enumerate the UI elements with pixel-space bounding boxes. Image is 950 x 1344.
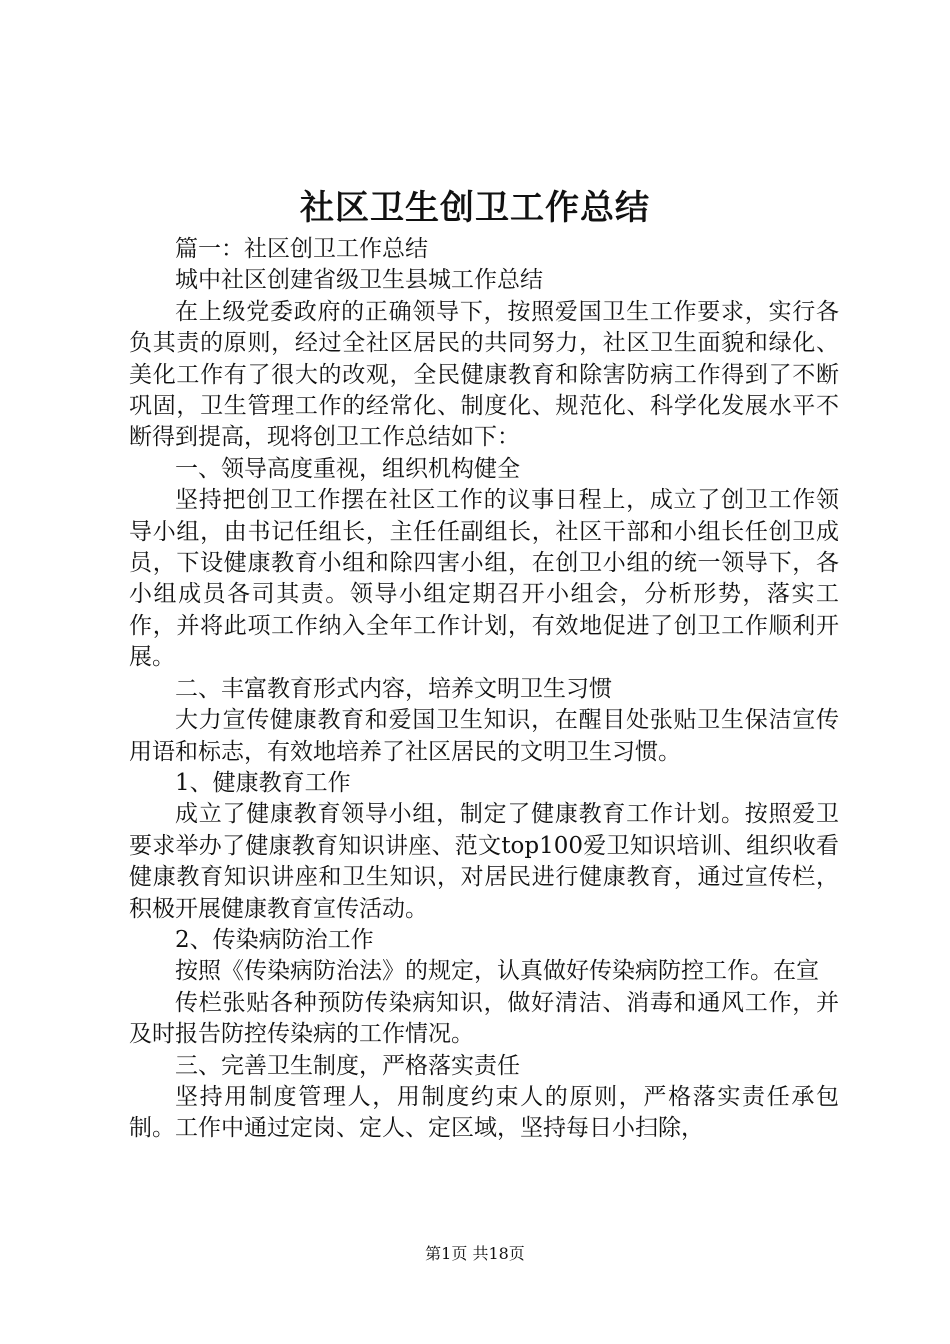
- paragraph-1: 篇一：社区创卫工作总结: [175, 236, 428, 262]
- section-heading-1: 一、领导高度重视，组织机构健全: [175, 455, 520, 482]
- document-body: [129, 234, 839, 1145]
- subsection-heading-1: 1、健康教育工作: [175, 769, 351, 796]
- paragraph-6: 成立了健康教育领导小组，制定了健康教育工作计划。按照爱卫要求举办了健康教育知识讲座、范文top100爱卫知识培训、组织收看健康教育知识讲座和卫生知识，对居民进行健康教育，通过宣传栏，积极开展健康教育宣传活动。: [129, 801, 839, 922]
- section-heading-3: 三、完善卫生制度，严格落实责任: [175, 1052, 520, 1079]
- subsection-heading-2: 2、传染病防治工作: [175, 926, 374, 953]
- document-title: 社区卫生创卫工作总结: [300, 188, 650, 228]
- paragraph-2: 城中社区创建省级卫生县城工作总结: [175, 267, 543, 294]
- paragraph-9: 坚持用制度管理人，用制度约束人的原则，严格落实责任承包制。工作中通过定岗、定人、定区域，坚持每日小扫除，: [129, 1083, 839, 1142]
- paragraph-8: 传栏张贴各种预防传染病知识，做好清洁、消毒和通风工作，并及时报告防控传染病的工作情况。: [129, 989, 839, 1048]
- page-number-footer: 第1页 共18页: [425, 1244, 525, 1263]
- paragraph-7: 按照《传染病防治法》的规定，认真做好传染病防控工作。在宣: [175, 958, 819, 985]
- paragraph-4: 坚持把创卫工作摆在社区工作的议事日程上，成立了创卫工作领导小组，由书记任组长，主任任副组长，社区干部和小组长任创卫成员，下设健康教育小组和除四害小组，在创卫小组的统一领导下，各小组成员各司其责。领导小组定期召开小组会，分析形势，落实工作，并将此项工作纳入全年工作计划，有效地促进了创卫工作顺利开展。: [129, 487, 839, 671]
- paragraph-3: 在上级党委政府的正确领导下，按照爱国卫生工作要求，实行各负其责的原则，经过全社区居民的共同努力，社区卫生面貌和绿化、美化工作有了很大的改观，全民健康教育和除害防病工作得到了不断巩固，卫生管理工作的经常化、制度化、规范化、科学化发展水平不断得到提高，现将创卫工作总结如下：: [129, 298, 839, 451]
- section-heading-2: 二、丰富教育形式内容，培养文明卫生习惯: [175, 675, 612, 702]
- paragraph-5: 大力宣传健康教育和爱国卫生知识，在醒目处张贴卫生保洁宣传用语和标志，有效地培养了社区居民的文明卫生习惯。: [129, 707, 839, 765]
